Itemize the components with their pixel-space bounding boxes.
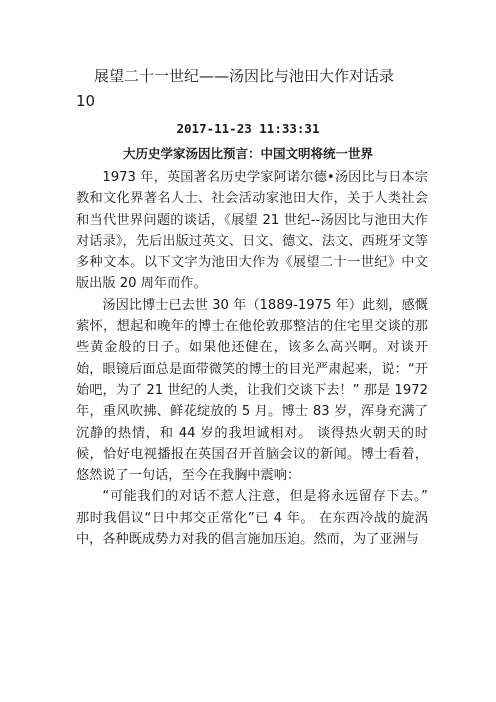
paragraph-3: “可能我们的对话不惹人注意，但是将永远留存下去。” 那时我倡议“日中邦交正常化”已 4 年。 在东西冷战的旋涡中，各种既成势力对我的倡言施加压迫。然而，为了亚洲与 — [76, 489, 428, 548]
title-line-2: 10 — [76, 92, 96, 110]
paragraph-2: 汤因比博士已去世 30 年（1889-1975 年）此刻，感慨萦怀，想起和晚年的博士在他伦敦那整洁的住宅里交谈的那些黄金般的日子。如果他还健在，该多么高兴啊。对谈开始，眼镜后面总是面带微笑的博士的目光严肃起来，说：“开始吧，为了 21 世纪的人类，让我们交谈下去！” 那是 1972 年，重风吹拂、鲜花绽放的 5 月。博士 83 岁，浑身充满了沉静的热情，和 44 岁的我坦诚相对。 谈得热火朝天的时候，恰好电视播报在英国召开首脑会议的新闻。博士看着，悠然说了一句话，至今在我胸中震响： — [76, 297, 428, 484]
document-title — [76, 64, 436, 114]
post-datetime: 2017-11-23 11:33:31 — [176, 121, 320, 136]
paragraph-1: 1973 年，英国著名历史学家阿诺尔德•汤因比与日本宗教和文化界著名人士、社会活动家池田大作，关于人类社会和当代世界问题的谈话，《展望 21 世纪--汤因比与池田大作对话录》，先后出版过英文、日文、德文、法文、西班牙文等多种文本。以下文字为池田大作为《展望二十一世纪》中文版出版 20 周年而作。 — [76, 170, 428, 292]
article-body — [76, 167, 428, 550]
article-subtitle: 大历史学家汤因比预言：中国文明将统一世界 — [122, 146, 373, 161]
title-line-1: 展望二十一世纪——汤因比与池田大作对话录 — [94, 67, 395, 85]
